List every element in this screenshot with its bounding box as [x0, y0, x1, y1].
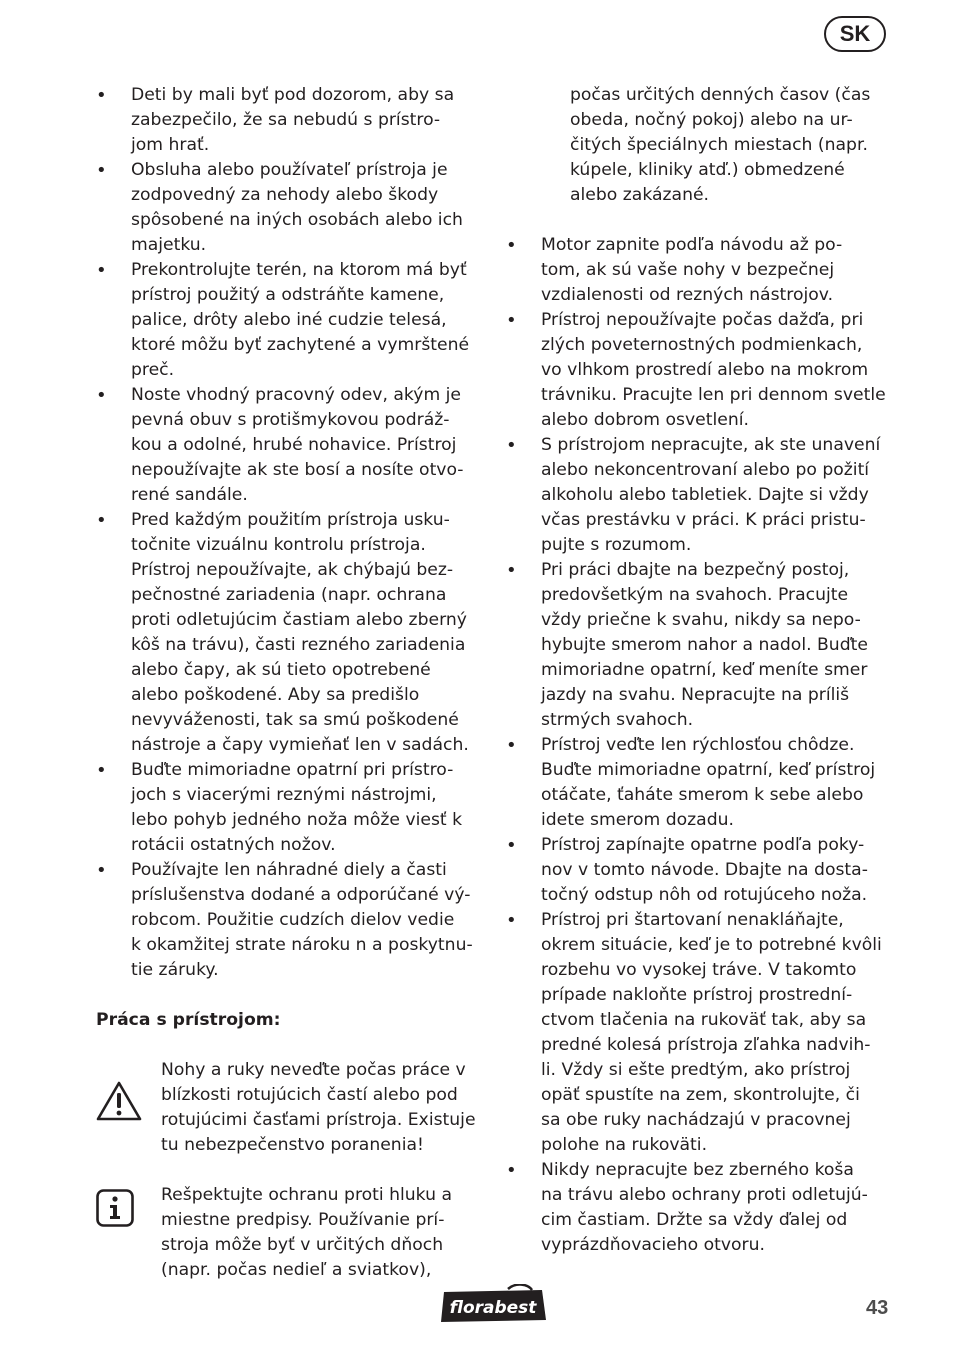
text-line: polohe na rukoväti. [541, 1135, 708, 1155]
right-bullet-list [506, 233, 894, 1258]
text-line: cim častiam. Držte sa vždy ďalej od [541, 1210, 848, 1230]
text-line: k okamžitej strate nároku n a poskytnu- [131, 935, 473, 955]
section-heading: Práca s prístrojom: [96, 1010, 281, 1030]
text-line: jom hrať. [131, 135, 210, 155]
text-line: pečnostné zariadenia (napr. ochrana [131, 585, 447, 605]
text-line: zodpovedný za nehody alebo škody [131, 185, 439, 205]
list-item [506, 558, 894, 733]
list-item [96, 258, 488, 383]
text-line: včas prestávku v práci. K práci pristu- [541, 510, 866, 530]
text-line: vzdialenosti od rezných nástrojov. [541, 285, 834, 305]
info-icon [96, 1189, 134, 1227]
list-item [506, 233, 894, 308]
text-line: alebo čapy, ak sú tieto opotrebené [131, 660, 431, 680]
text-line: alebo nekoncentrovaní alebo po požití [541, 460, 870, 480]
text-line: • Obsluha alebo používateľ prístroja je [131, 160, 448, 180]
text-line: nepoužívajte ak ste bosí a nosíte otvo- [131, 460, 464, 480]
text-line: • Deti by mali byť pod dozorom, aby sa [131, 85, 455, 105]
text-line: nástroje a čapy vymieňať len v sadách. [131, 735, 469, 755]
text-line: • Prístroj nepoužívajte počas dažďa, pri [541, 310, 864, 330]
text-line: mimoriadne opatrní, keď meníte smer [541, 660, 868, 680]
text-line: alebo dobrom osvetlení. [541, 410, 749, 430]
info-continuation [506, 83, 894, 208]
text-line: kôš na trávu), časti rezného zariadenia [131, 635, 466, 655]
text-line: čitých špeciálnych miestach (napr. [570, 135, 868, 155]
text-line: predovšetkým na svahoch. Pracujte [541, 585, 849, 605]
text-line: sa obe ruky nachádzajú v pracovnej [541, 1110, 851, 1130]
text-line: • Buďte mimoriadne opatrní pri prístro- [131, 760, 454, 780]
text-line: jazdy na svahu. Nepracujte na príliš [541, 685, 850, 705]
text-line: Rešpektujte ochranu proti hluku a [161, 1185, 452, 1205]
text-line: • Prekontrolujte terén, na ktorom má byť [131, 260, 467, 280]
text-line: blízkosti rotujúcich častí alebo pod [161, 1085, 458, 1105]
text-line: kúpele, kliniky atď.) obmedzené [570, 160, 845, 180]
text-line: rotácii ostatných nožov. [131, 835, 336, 855]
text-line: • Prístroj pri štartovaní nenakláňajte, [541, 910, 844, 930]
warning-notice [96, 1058, 488, 1158]
text-line: • Pred každým použitím prístroja usku- [131, 510, 450, 530]
text-line: obeda, nočný pokoj) alebo na ur- [570, 110, 853, 130]
right-column [506, 83, 894, 1258]
list-item [506, 908, 894, 1158]
list-item [96, 383, 488, 508]
list-item [506, 833, 894, 908]
text-line: tu nebezpečenstvo poranenia! [161, 1135, 424, 1155]
text-line: prípade nakloňte prístroj prostrední- [541, 985, 853, 1005]
logo-text: florabest [449, 1298, 537, 1318]
page-number: 43 [866, 1297, 889, 1319]
text-line: rotujúcimi časťami prístroja. Existuje [161, 1110, 476, 1130]
text-line: hybujte smerom nahor a nadol. Buďte [541, 635, 868, 655]
text-line: alkoholu alebo tabletiek. Dajte si vždy [541, 485, 869, 505]
list-item [96, 158, 488, 258]
text-line: Nohy a ruky neveďte počas práce v [161, 1060, 466, 1080]
text-line: zlých poveternostných podmienkach, [541, 335, 863, 355]
text-line: lebo pohyb jedného noža môže viesť k [131, 810, 463, 830]
text-line: • Nikdy nepracujte bez zberného koša [541, 1160, 854, 1180]
text-line: • Motor zapnite podľa návodu až po- [541, 235, 843, 255]
text-line: stroja môže byť v určitých dňoch [161, 1235, 444, 1255]
text-line: majetku. [131, 235, 207, 255]
warning-text [161, 1058, 488, 1158]
text-line: palice, drôty alebo iné cudzie telesá, [131, 310, 447, 330]
text-line: ctvom tlačenia na rukoväť tak, aby sa [541, 1010, 867, 1030]
text-line: na trávu alebo ochrany proti odletujú- [541, 1185, 868, 1205]
info-notice [96, 1183, 488, 1283]
list-item [506, 1158, 894, 1258]
text-line: miestne predpisy. Používanie prí- [161, 1210, 445, 1230]
florabest-logo [438, 1284, 548, 1326]
language-badge [824, 16, 886, 52]
text-line: trávniku. Pracujte len pri dennom svetle [541, 385, 886, 405]
text-line: vyprázdňovacieho otvoru. [541, 1235, 765, 1255]
text-line: točný odstup nôh od rotujúceho noža. [541, 885, 868, 905]
text-line: alebo zakázané. [570, 185, 709, 205]
text-line: strmých svahoch. [541, 710, 694, 730]
text-line: príslušenstva dodané a odporúčané vý- [131, 885, 471, 905]
text-line: Buďte mimoriadne opatrní, keď prístroj [541, 760, 876, 780]
text-line: vždy priečne k svahu, nikdy sa nepo- [541, 610, 861, 630]
text-line: rené sandále. [131, 485, 248, 505]
text-line: otáčate, ťaháte smerom k sebe alebo [541, 785, 864, 805]
text-line: • Pri práci dbajte na bezpečný postoj, [541, 560, 850, 580]
text-line: okrem situácie, keď je to potrebné kvôli [541, 935, 882, 955]
text-line: idete smerom dozadu. [541, 810, 734, 830]
text-line: nevyváženosti, tak sa smú poškodené [131, 710, 459, 730]
list-item [96, 758, 488, 858]
text-line: kou a odolné, hrubé nohavice. Prístroj [131, 435, 457, 455]
warning-triangle-icon [96, 1080, 142, 1122]
text-line: nov v tomto návode. Dbajte na dosta- [541, 860, 868, 880]
text-line: počas určitých denných časov (čas [570, 85, 871, 105]
list-item [96, 83, 488, 158]
text-line: zabezpečilo, že sa nebudú s prístro- [131, 110, 441, 130]
text-line: joch s viacerými reznými nástrojmi, [131, 785, 437, 805]
language-badge-label: SK [839, 21, 871, 46]
list-item [96, 508, 488, 758]
text-line: tom, ak sú vaše nohy v bezpečnej [541, 260, 835, 280]
text-line: • Prístroj zapínajte opatrne podľa poky- [541, 835, 865, 855]
info-text [161, 1183, 488, 1283]
text-line: spôsobené na iných osobách alebo ich [131, 210, 463, 230]
text-line: Prístroj nepoužívajte, ak chýbajú bez- [131, 560, 454, 580]
text-line: točnite vizuálnu kontrolu prístroja. [131, 535, 426, 555]
text-line: prístroj použitý a odstráňte kamene, [131, 285, 445, 305]
text-line: li. Vždy si ešte predtým, ako prístroj [541, 1060, 851, 1080]
text-line: pevná obuv s protišmykovou podráž- [131, 410, 450, 430]
list-item [506, 308, 894, 433]
text-line: • Noste vhodný pracovný odev, akým je [131, 385, 461, 405]
text-line: • Používajte len náhradné diely a časti [131, 860, 447, 880]
text-line: robcom. Použitie cudzích dielov vedie [131, 910, 455, 930]
text-line: • Prístroj veďte len rýchlosťou chôdze. [541, 735, 855, 755]
text-line: opäť spustíte na zem, skontrolujte, či [541, 1085, 860, 1105]
text-line: tie záruky. [131, 960, 219, 980]
text-line: • S prístrojom nepracujte, ak ste unavení [541, 435, 881, 455]
text-line: alebo poškodené. Aby sa predišlo [131, 685, 420, 705]
text-line: proti odletujúcim častiam alebo zberný [131, 610, 467, 630]
left-bullet-list [96, 83, 488, 983]
text-line: vo vlhkom prostredí alebo na mokrom [541, 360, 869, 380]
text-line: rozbehu vo vysokej tráve. V takomto [541, 960, 857, 980]
text-line: predné kolesá prístroja zľahka nadvih- [541, 1035, 871, 1055]
list-item [506, 733, 894, 833]
text-line: (napr. počas nedieľ a sviatkov), [161, 1260, 432, 1280]
left-column [96, 83, 488, 1308]
list-item [96, 858, 488, 983]
text-line: ktoré môžu byť zachytené a vymrštené [131, 335, 470, 355]
text-line: pujte s rozumom. [541, 535, 692, 555]
text-line: preč. [131, 360, 175, 380]
list-item [506, 433, 894, 558]
